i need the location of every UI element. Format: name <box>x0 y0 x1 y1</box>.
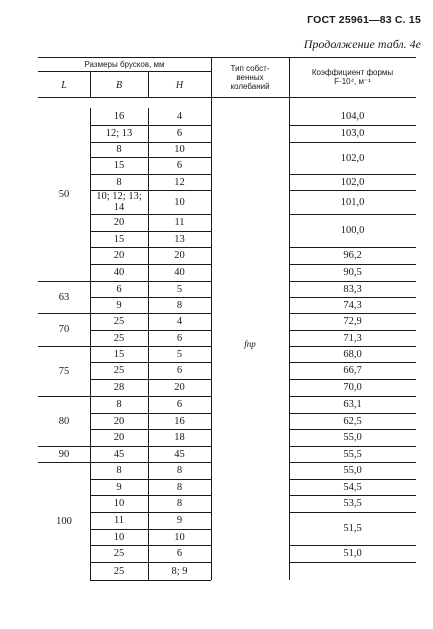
cell-coefficient: 83,3 <box>343 284 362 295</box>
row-rule <box>90 462 211 463</box>
row-rule <box>90 446 211 447</box>
row-rule <box>90 580 211 581</box>
cell-H: 6 <box>176 365 183 376</box>
cell-H: 8 <box>176 498 183 509</box>
cell-H: 13 <box>174 234 185 245</box>
cell-H: 18 <box>174 432 185 443</box>
row-rule <box>90 231 211 232</box>
cell-B: 28 <box>113 382 125 393</box>
group-rule <box>38 281 90 282</box>
cell-B: 8 <box>116 144 122 155</box>
cell-B: 10 <box>113 532 125 543</box>
coefficient-rule <box>289 313 416 314</box>
cell-coefficient: 63,1 <box>343 399 362 410</box>
cell-coefficient: 90,5 <box>343 267 362 278</box>
coefficient-rule <box>289 214 416 215</box>
row-rule <box>90 562 211 563</box>
cell-coefficient: 55,0 <box>343 432 362 443</box>
page-header: ГОСТ 25961—83 С. 15 <box>307 14 421 26</box>
cell-H: 20 <box>174 382 185 393</box>
cell-B: 8 <box>116 399 122 410</box>
coefficient-rule <box>289 413 416 414</box>
cell-B: 20 <box>113 217 125 228</box>
cell-B: 11 <box>113 515 125 526</box>
row-rule <box>90 495 211 496</box>
coefficient-rule <box>289 190 416 191</box>
cell-L: 63 <box>58 292 70 303</box>
cell-B: 12; 13 <box>105 128 133 139</box>
row-rule <box>90 545 211 546</box>
cell-L: 75 <box>58 366 70 377</box>
group-rule <box>38 446 90 447</box>
row-rule <box>90 396 211 397</box>
cell-B: 6 <box>116 284 122 295</box>
row-rule <box>90 413 211 414</box>
row-rule <box>90 247 211 248</box>
table-top-border <box>38 57 416 58</box>
row-rule <box>90 174 211 175</box>
coefficient-rule <box>289 429 416 430</box>
cell-B: 20 <box>113 432 125 443</box>
coefficient-rule <box>289 379 416 380</box>
cell-B: 9 <box>116 482 122 493</box>
coefficient-rule <box>289 346 416 347</box>
cell-coefficient: 102,0 <box>340 153 365 164</box>
cell-coefficient: 51,0 <box>343 548 362 559</box>
cell-B: 16 <box>113 111 125 122</box>
cell-B: 25 <box>113 333 125 344</box>
cell-B: 25 <box>113 316 125 327</box>
header-bottom-rule <box>38 97 416 98</box>
cell-B: 15 <box>113 234 125 245</box>
coefficient-rule <box>289 562 416 563</box>
cell-H: 8 <box>176 300 183 311</box>
header-coefficient: Коэффициент формы F·10⁴, м⁻¹ <box>311 68 394 86</box>
cell-H: 5 <box>176 349 183 360</box>
cell-coefficient: 103,0 <box>340 128 365 139</box>
cell-coefficient: 100,0 <box>340 225 365 236</box>
row-rule <box>90 429 211 430</box>
row-rule <box>90 379 211 380</box>
cell-H: 8 <box>176 465 183 476</box>
group-rule <box>38 396 90 397</box>
cell-coefficient: 102,0 <box>340 177 365 188</box>
cell-B: 45 <box>113 449 125 460</box>
cell-B: 8 <box>116 465 122 476</box>
cell-coefficient: 62,5 <box>343 416 362 427</box>
row-rule <box>90 264 211 265</box>
group-rule <box>38 313 90 314</box>
cell-H: 6 <box>176 333 183 344</box>
cell-vibration-type: fпр <box>244 339 256 349</box>
column-divider-vibration <box>211 57 212 580</box>
row-rule <box>90 529 211 530</box>
coefficient-rule <box>289 247 416 248</box>
cell-H: 5 <box>176 284 183 295</box>
cell-coefficient: 70,0 <box>343 382 362 393</box>
cell-H: 4 <box>176 111 183 122</box>
coefficient-rule <box>289 281 416 282</box>
header-L: L <box>61 80 67 91</box>
cell-B: 40 <box>113 267 125 278</box>
cell-B: 20 <box>113 416 125 427</box>
row-rule <box>90 313 211 314</box>
row-rule <box>90 281 211 282</box>
cell-B: 25 <box>113 566 125 577</box>
cell-coefficient: 54,5 <box>343 482 362 493</box>
row-rule <box>90 297 211 298</box>
cell-coefficient: 51,5 <box>343 523 362 534</box>
cell-L: 80 <box>58 416 70 427</box>
cell-H: 10 <box>174 197 185 208</box>
cell-coefficient: 71,3 <box>343 333 362 344</box>
header-vibration-type: Тип собст- венных колебаний <box>230 64 270 91</box>
cell-H: 10 <box>174 532 185 543</box>
coefficient-rule <box>289 512 416 513</box>
group-rule <box>38 346 90 347</box>
coefficient-rule <box>289 545 416 546</box>
coefficient-rule <box>289 479 416 480</box>
cell-H: 4 <box>176 316 183 327</box>
row-rule <box>90 157 211 158</box>
coefficient-rule <box>289 396 416 397</box>
cell-B: 25 <box>113 365 125 376</box>
cell-H: 11 <box>174 217 185 228</box>
cell-L: 90 <box>58 449 70 460</box>
coefficient-rule <box>289 174 416 175</box>
column-divider-H <box>148 108 149 580</box>
coefficient-rule <box>289 446 416 447</box>
row-rule <box>90 214 211 215</box>
cell-H: 40 <box>174 267 185 278</box>
cell-coefficient: 101,0 <box>340 197 365 208</box>
coefficient-rule <box>289 495 416 496</box>
cell-H: 8 <box>176 482 183 493</box>
cell-coefficient: 96,2 <box>343 250 362 261</box>
cell-coefficient: 55,5 <box>343 449 362 460</box>
cell-H: 10 <box>174 144 185 155</box>
continuation-caption: Продолжение табл. 4е <box>303 37 421 51</box>
row-rule <box>90 125 211 126</box>
coefficient-rule <box>289 142 416 143</box>
cell-H: 8; 9 <box>171 566 188 577</box>
cell-H: 45 <box>174 449 185 460</box>
coefficient-rule <box>289 462 416 463</box>
cell-L: 100 <box>56 516 72 527</box>
cell-coefficient: 72,9 <box>343 316 362 327</box>
cell-coefficient: 104,0 <box>340 111 365 122</box>
row-rule <box>90 479 211 480</box>
column-divider-B <box>90 108 91 580</box>
cell-coefficient: 74,3 <box>343 300 362 311</box>
cell-H: 20 <box>174 250 185 261</box>
row-rule <box>90 512 211 513</box>
coefficient-rule <box>289 330 416 331</box>
cell-B: 10 <box>113 498 125 509</box>
cell-H: 6 <box>176 160 183 171</box>
row-rule <box>90 346 211 347</box>
row-rule <box>90 142 211 143</box>
cell-H: 6 <box>176 128 183 139</box>
group-rule <box>38 462 90 463</box>
cell-H: 6 <box>176 548 183 559</box>
cell-B: 8 <box>116 177 122 188</box>
cell-B: 15 <box>113 160 125 171</box>
cell-B: 15 <box>113 349 125 360</box>
row-rule <box>90 330 211 331</box>
coefficient-rule <box>289 264 416 265</box>
cell-H: 6 <box>176 399 183 410</box>
cell-B: 25 <box>113 548 125 559</box>
header-H: Н <box>175 80 184 91</box>
coefficient-rule <box>289 297 416 298</box>
header-dimensions-group: Размеры брусков, мм <box>84 60 165 69</box>
cell-B: 9 <box>116 300 122 311</box>
cell-L: 70 <box>58 324 70 335</box>
cell-coefficient: 68,0 <box>343 349 362 360</box>
header-B: В <box>115 80 123 91</box>
cell-H: 9 <box>176 515 183 526</box>
cell-H: 12 <box>174 177 185 188</box>
cell-B: 20 <box>113 250 125 261</box>
header-subrule <box>38 71 211 72</box>
cell-coefficient: 53,5 <box>343 498 362 509</box>
cell-L: 50 <box>58 189 70 200</box>
coefficient-rule <box>289 362 416 363</box>
coefficient-rule <box>289 125 416 126</box>
cell-B: 10; 12; 13; 14 <box>96 191 142 213</box>
cell-H: 16 <box>174 416 185 427</box>
cell-coefficient: 66,7 <box>343 365 362 376</box>
cell-coefficient: 55,0 <box>343 465 362 476</box>
row-rule <box>90 362 211 363</box>
